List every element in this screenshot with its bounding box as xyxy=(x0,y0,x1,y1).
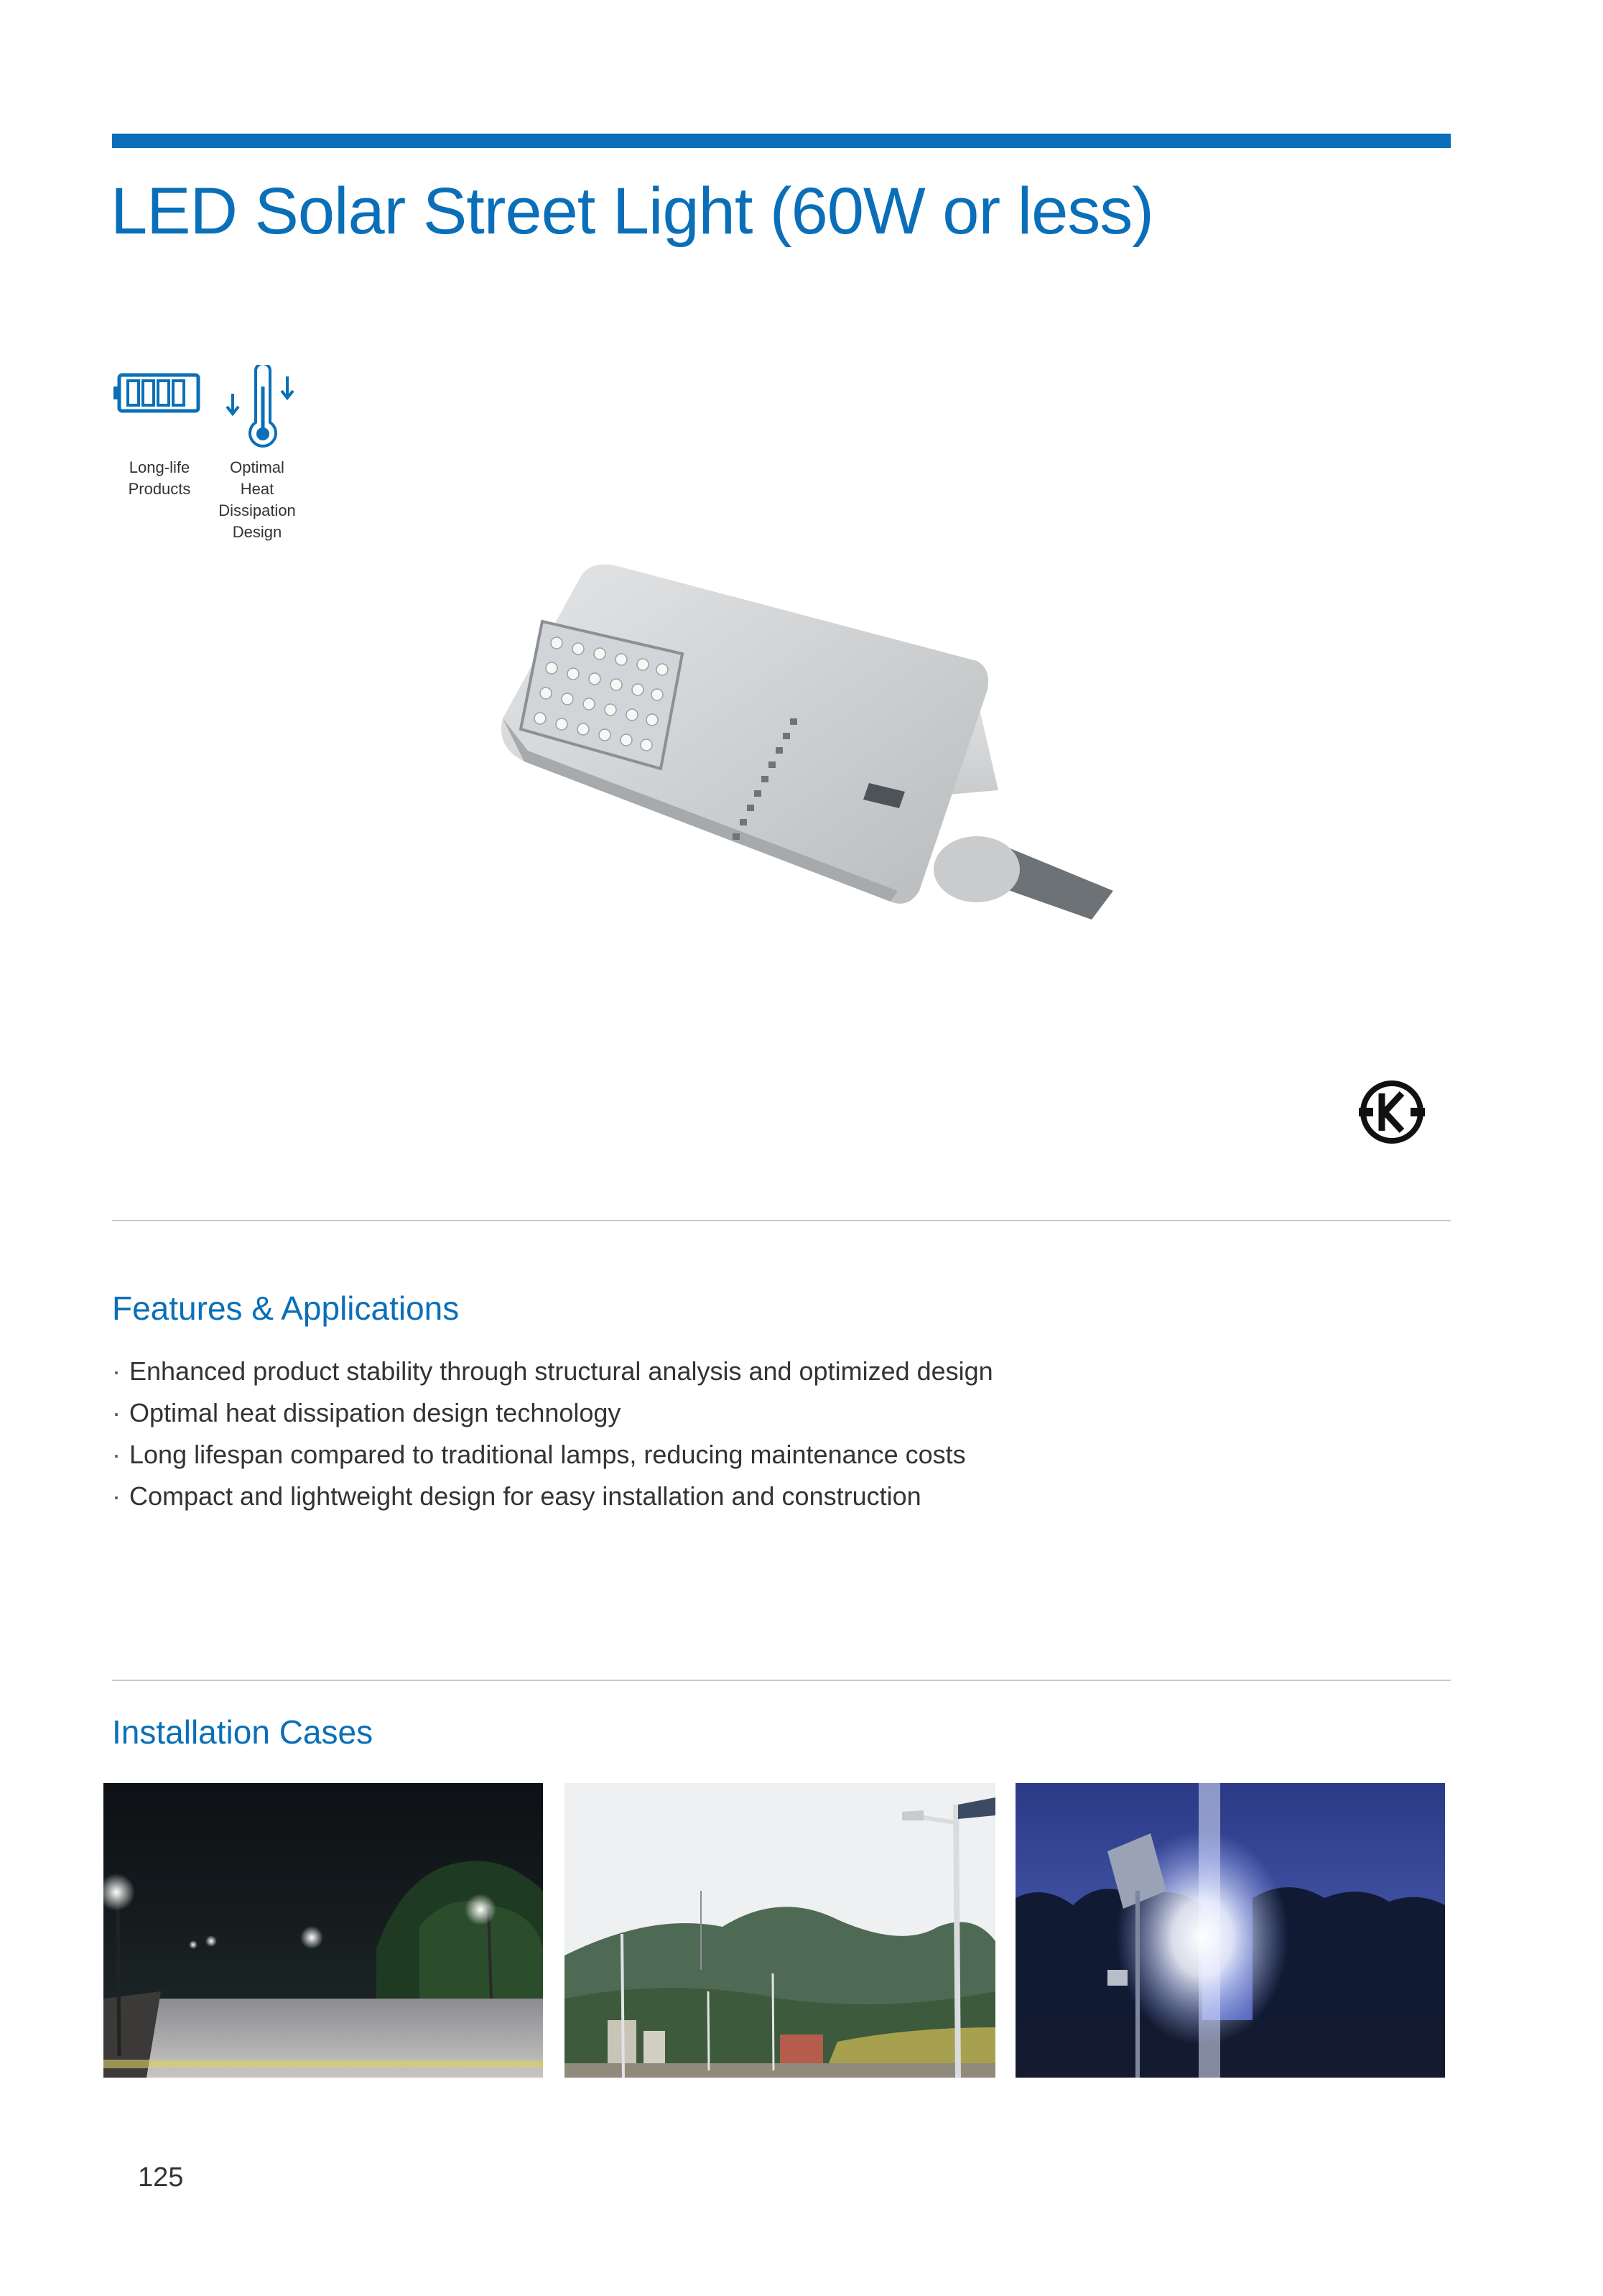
installation-title: Installation Cases xyxy=(112,1713,373,1751)
feature-label-line: Dissipation xyxy=(218,501,296,519)
product-image xyxy=(402,553,1120,941)
feature-label-line: Heat xyxy=(240,480,274,498)
section-divider xyxy=(112,1220,1451,1221)
feature-label-line: Design xyxy=(232,523,282,541)
feature-item: · Long lifespan compared to traditional lamps, reducing maintenance costs xyxy=(112,1434,993,1476)
feature-label-heat-dissipation xyxy=(200,457,315,543)
thermometer-icon xyxy=(223,365,302,455)
feature-item: · Compact and lightweight design for easy installation and construction xyxy=(112,1476,993,1517)
feature-label-line: Long-life xyxy=(129,458,190,476)
feature-item: · Optimal heat dissipation design technology xyxy=(112,1392,993,1434)
page-number: 125 xyxy=(138,2162,184,2193)
installation-photo-night-bright xyxy=(1016,1783,1445,2078)
battery-icon xyxy=(112,366,205,420)
section-divider xyxy=(112,1680,1451,1681)
kc-certification-mark xyxy=(1357,1078,1426,1147)
features-list xyxy=(112,1351,993,1517)
features-title: Features & Applications xyxy=(112,1290,460,1327)
feature-item: · Enhanced product stability through structural analysis and optimized design xyxy=(112,1351,993,1392)
top-accent-bar xyxy=(112,134,1451,148)
page-title: LED Solar Street Light (60W or less) xyxy=(111,175,1153,248)
feature-label-line: Products xyxy=(128,480,191,498)
installation-photo-night-road xyxy=(103,1783,543,2078)
installation-photo-daytime-hills xyxy=(564,1783,995,2078)
feature-label-line: Optimal xyxy=(230,458,284,476)
